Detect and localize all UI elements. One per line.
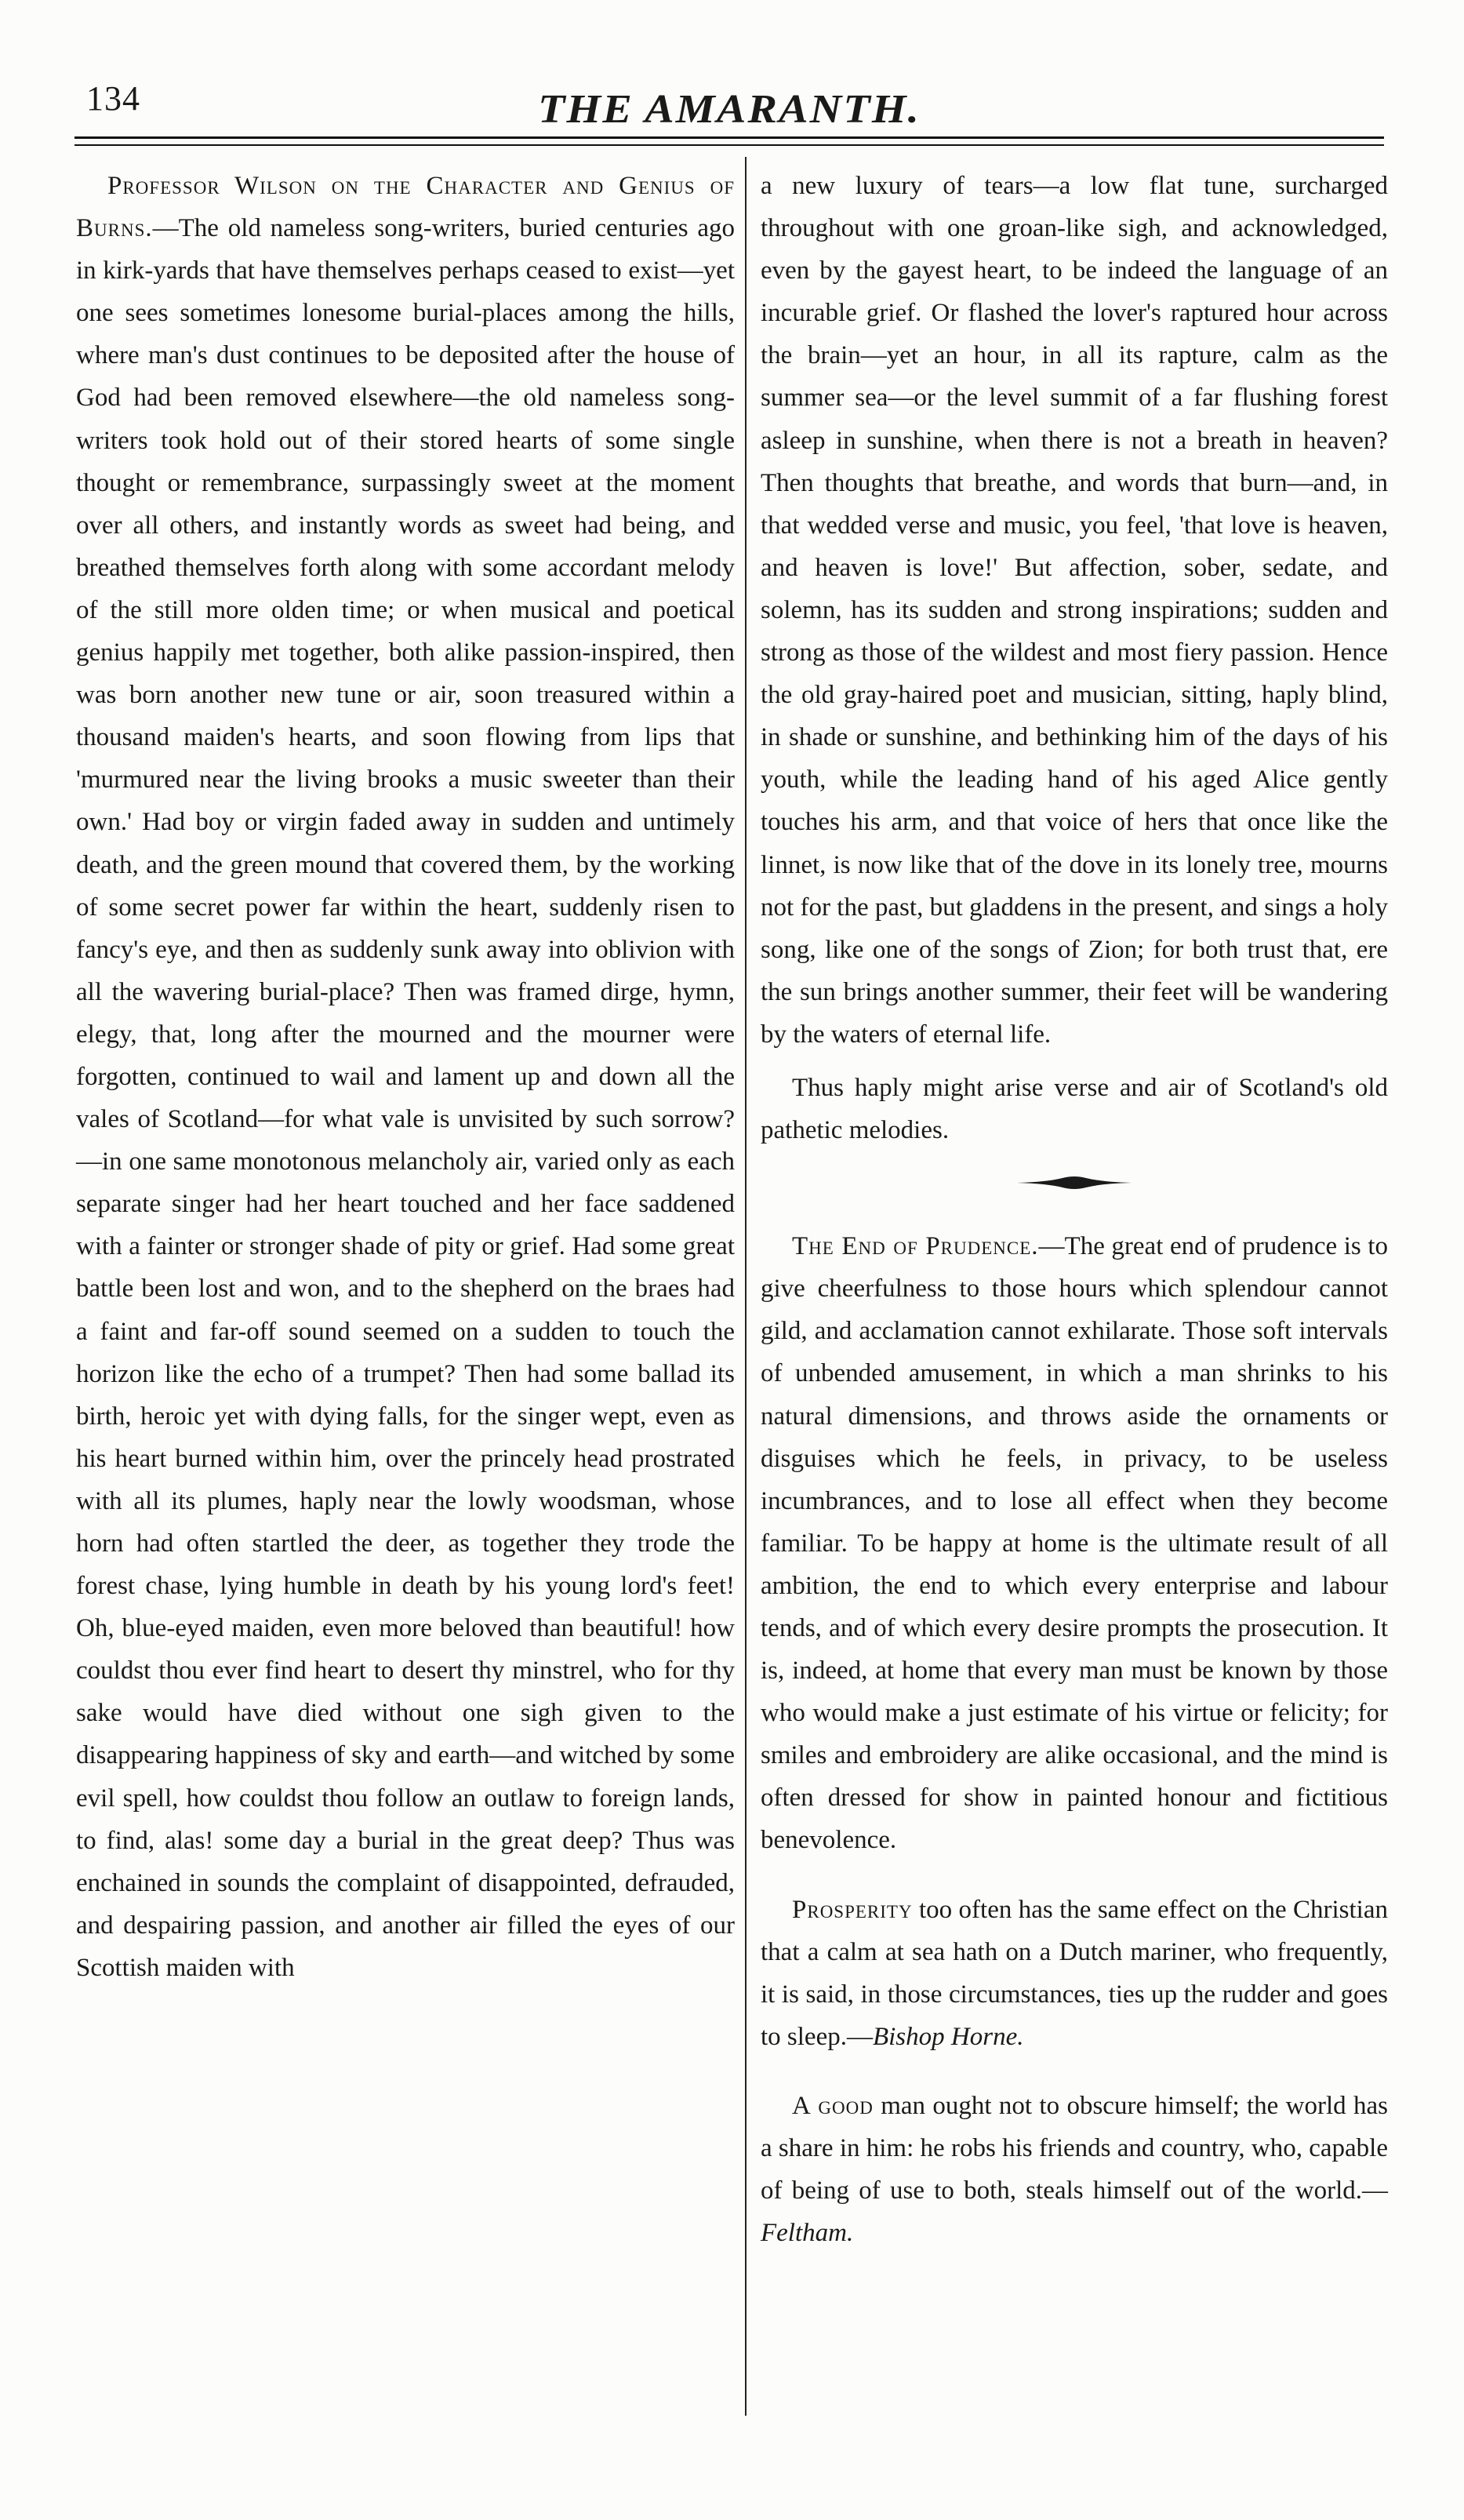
- article-heading-prosperity: Prosperity: [792, 1895, 913, 1924]
- article-source-horne: Bishop Horne.: [872, 2022, 1024, 2051]
- article-wilson-on-burns: [76, 165, 735, 1989]
- left-column: [76, 165, 735, 2408]
- article-source-feltham: Feltham.: [761, 2219, 854, 2248]
- column-divider: [745, 157, 747, 2416]
- article-wilson-continued: a new luxury of tears—a low flat tune, surcharged throughout with one groan-like sigh, and acknowledged, even by the gayest heart, to be indeed the language of an incurable grief. Or flashed the lover's raptured hour across the brain—yet an hour, in all its rapture, calm as the summer sea—or the level summit of a far flushing forest asleep in sunshine, when there is not a breath in heaven? Then thoughts that breathe, and words that burn—and, in that wedded verse and music, you feel, 'that love is heaven, and heaven is love!' But affection, sober, sedate, and solemn, has its sudden and strong inspirations; sudden and strong as those of the wildest and most fiery passion. Hence the old gray-haired poet and musician, sitting, haply blind, in shade or sunshine, and bethinking him of the days of his youth, while the leading hand of his aged Alice gently touches his arm, and that voice of hers that once like the linnet, is now like that of the dove in its lonely tree, mourns not for the past, but gladdens in the present, and sings a holy song, like one of the songs of Zion; for both trust that, ere the sun brings another summer, their feet will be wandering by the waters of eternal life.: [761, 172, 1388, 1049]
- article-good-man: [761, 2085, 1388, 2254]
- article-body-prosperity: too often has the same effect on the Christian that a calm at sea hath on a Dutch mariner, who frequently, it is said, in those circumstances, ties up the rudder and goes to sleep.—: [761, 1895, 1388, 2051]
- article-body-wilson: —The old nameless song-writers, buried centuries ago in kirk-yards that have themselves perhaps ceased to exist—yet one sees sometimes lonesome burial-places among the hills, where man's dust continues to be deposited after the house of God had been removed elsewhere—the old nameless song-writers took hold out of their stored hearts of some single thought or remembrance, surpassingly sweet at the moment over all others, and instantly words as sweet had being, and breathed themselves forth along with some accordant melody of the still more olden time; or when musical and poetical genius happily met together, both alike passion-inspired, then was born another new tune or air, soon treasured within a thousand maiden's hearts, and soon flowing from lips that 'murmured near the living brooks a music sweeter than their own.' Had boy or virgin faded away in sudden and untimely death, and the green mound that covered them, by the working of some secret power far within the heart, suddenly risen to fancy's eye, and then as suddenly sunk away into oblivion with all the wavering burial-place? Then was framed dirge, hymn, elegy, that, long after the mourned and the mourner were forgotten, continued to wail and lament up and down all the vales of Scotland—for what vale is unvisited by such sorrow?—in one same monotonous melancholy air, varied only as each separate singer had her heart touched and her face saddened with a fainter or stronger shade of pity or grief. Had some great battle been lost and won, and to the shepherd on the braes had a faint and far-off sound seemed on a sudden to touch the horizon like the echo of a trumpet? Then had some ballad its birth, heroic yet with dying falls, for the singer wept, even as his heart burned within him, over the princely head prostrated with all its plumes, haply near the lowly woodsman, whose horn had often startled the deer, as together they trode the forest chase, lying humble in death by his young lord's feet! Oh, blue-eyed maiden, even more beloved than beautiful! how couldst thou ever find heart to desert thy minstrel, who for thy sake would have died without one sigh given to the disappearing happiness of sky and earth—and witched by some evil spell, how couldst thou follow an outlaw to foreign lands, to find, alas! some day a burial in the great deep? Thus was enchained in sounds the complaint of disappointed, defrauded, and despairing passion, and another air filled the eyes of our Scottish maiden with: [76, 214, 735, 1982]
- header-rule-top: [74, 136, 1384, 139]
- fleuron-divider-icon: [1015, 1175, 1133, 1191]
- right-column: [761, 165, 1388, 2408]
- article-body-good-man: man ought not to obscure himself; the world has a share in him: he robs his friends and country, who, capable of being of use to both, steals himself out of the world.—: [761, 2091, 1388, 2205]
- article-end-of-prudence: [761, 1225, 1388, 1861]
- article-heading-prudence: The End of Prudence.: [792, 1232, 1039, 1261]
- article-heading-good-man: A good: [792, 2091, 874, 2120]
- running-title: THE AMARANTH.: [538, 87, 921, 132]
- header-rule-bottom: [74, 144, 1384, 146]
- article-heading-wilson: Professor Wilson on the Character and Genius of Burns.: [76, 172, 735, 243]
- article-body-prudence: —The great end of prudence is to give cheerfulness to those hours which splendour cannot gild, and acclamation cannot exhilarate. Those soft intervals of unbended amusement, in which a man shrinks to his natural dimensions, and throws aside the ornaments or disguises which he feels, in privacy, to be useless incumbrances, and to lose all effect when they become familiar. To be happy at home is the ultimate result of all ambition, the end to which every enterprise and labour tends, and of which every desire prompts the prosecution. It is, indeed, at home that every man must be known by those who would make a just estimate of his virtue or felicity; for smiles and embroidery are alike occasional, and the mind is often dressed for show in painted honour and fictitious benevolence.: [761, 1232, 1388, 1855]
- article-prosperity: [761, 1889, 1388, 2058]
- page-header: [78, 72, 1380, 135]
- article-wilson-closing: Thus haply might arise verse and air of Scotland's old pathetic melodies.: [761, 1073, 1388, 1145]
- page-number: 134: [86, 79, 140, 118]
